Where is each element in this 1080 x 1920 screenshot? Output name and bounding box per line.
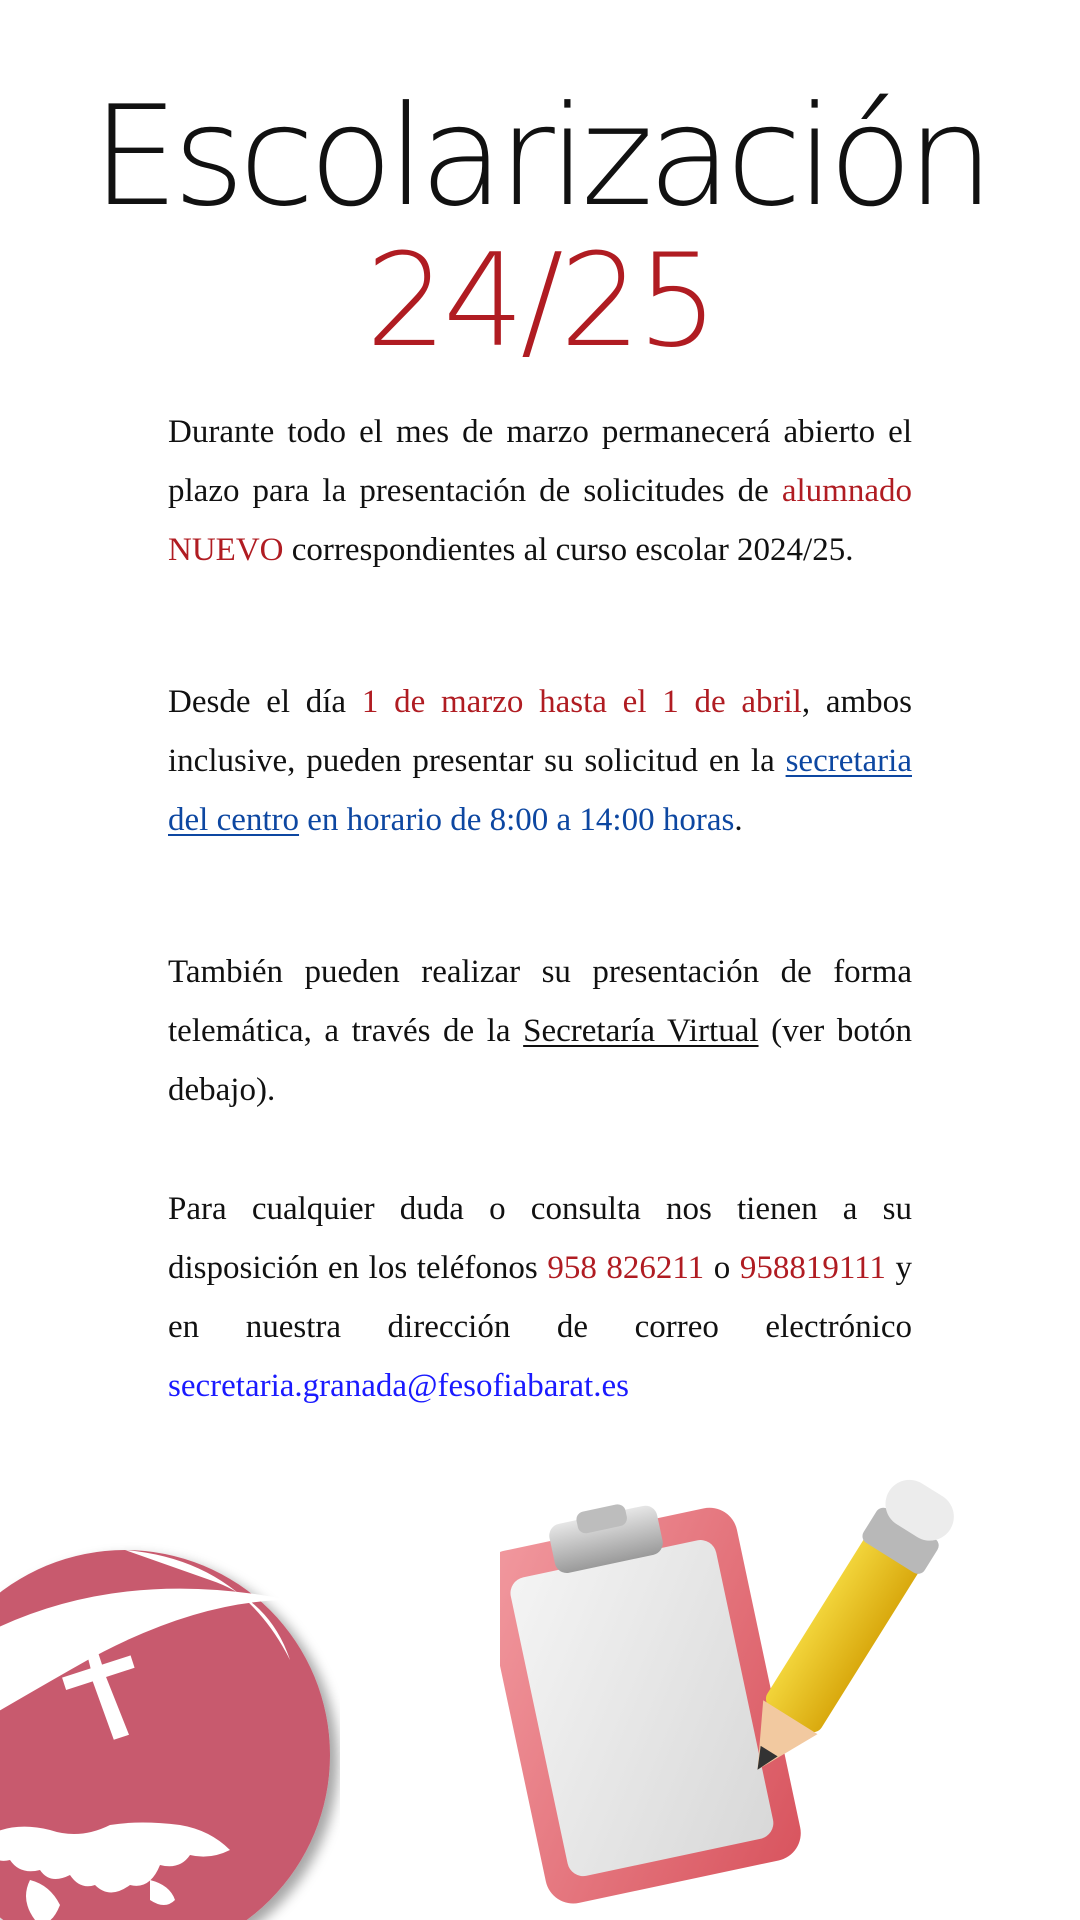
- intro-text-end: correspondientes al curso escolar 2024/25.: [283, 532, 854, 568]
- contact-text: Para cualquier duda o consulta nos tienen a su disposición en los teléfonos: [168, 1191, 912, 1286]
- contact-or: o: [704, 1250, 740, 1286]
- school-logo-icon: [0, 1540, 340, 1920]
- dates-text: , ambos inclusive, pueden presentar su solicitud en la: [168, 684, 912, 779]
- dates-end: .: [734, 802, 743, 838]
- date-range: 1 de marzo hasta el 1 de abril: [361, 684, 802, 720]
- online-text: También pueden realizar su presentación de forma telemática, a través de la: [168, 954, 912, 1049]
- dates-paragraph: [168, 673, 912, 850]
- online-text-end: (ver botón debajo).: [168, 1013, 912, 1108]
- office-hours: en horario de 8:00 a 14:00 horas: [299, 802, 735, 838]
- secretaria-link[interactable]: secretaria del centro: [168, 743, 912, 838]
- contact-paragraph: [168, 1180, 912, 1416]
- contact-email-intro: y en nuestra dirección de correo electrónico: [168, 1250, 913, 1345]
- clipboard-pencil-icon: [500, 1450, 960, 1910]
- email-link[interactable]: secretaria.granada@fesofiabarat.es: [168, 1368, 629, 1404]
- intro-text: Durante todo el mes de marzo permanecerá abierto el plazo para la presentación de solicitudes de: [168, 414, 912, 509]
- phone-number-1[interactable]: 958 826211: [547, 1250, 705, 1286]
- phone-number-2[interactable]: 958819111: [739, 1250, 886, 1286]
- dates-intro: Desde el día: [168, 684, 362, 720]
- secretaria-virtual-link[interactable]: Secretaría Virtual: [523, 1013, 759, 1049]
- new-students-highlight: alumnado NUEVO: [168, 473, 912, 568]
- intro-paragraph: [168, 403, 912, 580]
- online-paragraph: [168, 943, 912, 1120]
- school-year: 24/25: [365, 227, 715, 376]
- page-title: Escolarización: [91, 76, 989, 237]
